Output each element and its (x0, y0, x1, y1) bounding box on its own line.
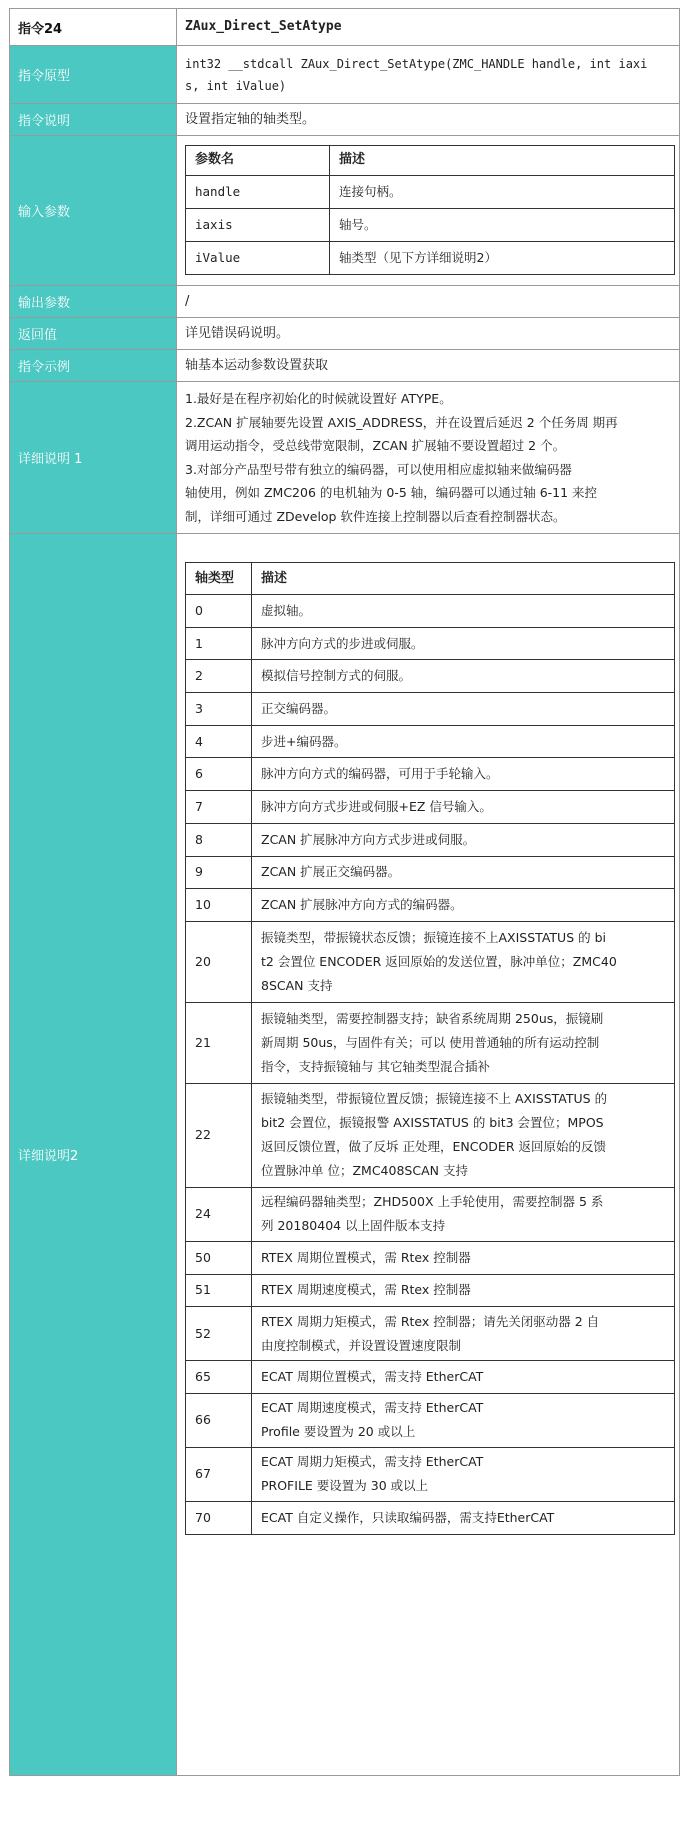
axis-type-desc (252, 660, 675, 693)
example-row (10, 350, 680, 382)
axis-type-row (186, 921, 675, 1002)
axis-type-desc (252, 791, 675, 824)
axis-type-row (186, 725, 675, 758)
axis-type-desc-line: 步进+编码器。 (261, 733, 347, 749)
axis-type-code: 7 (186, 791, 252, 824)
prototype-line: int32 __stdcall ZAux_Direct_SetAtype(ZMC_HANDLE handle, int iaxi (185, 56, 648, 71)
axis-type-desc-line: ZCAN 扩展脉冲方向方式步进或伺服。 (261, 831, 476, 847)
header-row (10, 9, 680, 46)
detail1-line: 2.ZCAN 扩展轴要先设置 AXIS_ADDRESS，并在设置后延迟 2 个任务周 期再 (185, 414, 618, 430)
axis-type-row (186, 889, 675, 922)
param-desc: 轴号。 (330, 208, 675, 241)
axis-type-code: 67 (186, 1447, 252, 1501)
axis-type-desc-line: ECAT 周期速度模式，需支持 EtherCAT (261, 1400, 484, 1416)
params-row (186, 241, 675, 274)
axis-type-desc-line: bit2 会置位，振镜报警 AXISSTATUS 的 bit3 会置位；MPOS (261, 1115, 604, 1131)
detail1-line: 3.对部分产品型号带有独立的编码器，可以使用相应虚拟轴来做编码器 (185, 461, 572, 477)
output-params-row (10, 286, 680, 318)
params-header-desc: 描述 (330, 145, 675, 175)
axis-types-header-row (186, 563, 675, 595)
axis-type-desc-line: 虚拟轴。 (261, 602, 312, 618)
detail1-line: 调用运动指令，受总线带宽限制，ZCAN 扩展轴不要设置超过 2 个。 (185, 438, 566, 453)
axis-type-desc (252, 921, 675, 1002)
axis-type-desc-line: Profile 要设置为 20 或以上 (261, 1424, 416, 1440)
example-label: 指令示例 (10, 350, 177, 382)
params-header-row (186, 145, 675, 175)
axis-type-row (186, 1002, 675, 1083)
axis-type-desc-line: 指令，支持振镜轴与 其它轴类型混合插补 (261, 1058, 490, 1074)
axis-type-desc-line: 振镜类型，带振镜状态反馈；振镜连接不上AXISSTATUS 的 bi (261, 929, 606, 945)
api-doc-table (9, 8, 680, 1776)
description-row (10, 104, 680, 136)
axis-type-desc-line: 模拟信号控制方式的伺服。 (261, 668, 412, 684)
params-row (186, 175, 675, 208)
axis-type-desc-line: 脉冲方向方式的编码器，可用于手轮输入。 (261, 766, 499, 782)
param-desc: 轴类型（见下方详细说明2） (330, 241, 675, 274)
axis-type-desc-line: RTEX 周期位置模式，需 Rtex 控制器 (261, 1249, 471, 1265)
axis-type-row (186, 1393, 675, 1447)
output-params-label: 输出参数 (10, 286, 177, 318)
axis-type-desc (252, 1083, 675, 1187)
axis-type-row (186, 1501, 675, 1534)
prototype-line: s, int iValue) (185, 78, 287, 93)
prototype-label: 指令原型 (10, 46, 177, 104)
axis-type-desc-line: 返回反馈位置，做了反坼 正处理，ENCODER 返回原始的反馈 (261, 1139, 606, 1155)
params-table (185, 145, 675, 275)
params-header-name: 参数名 (186, 145, 330, 175)
axis-type-desc (252, 1241, 675, 1274)
output-params-value: / (177, 286, 680, 318)
prototype-row (10, 46, 680, 104)
detail1-line: 制，详细可通过 ZDevelop 软件连接上控制器以后查看控制器状态。 (185, 508, 566, 524)
axis-type-desc (252, 725, 675, 758)
axis-type-desc-line: 脉冲方向方式的步进或伺服。 (261, 635, 424, 651)
axis-type-row (186, 595, 675, 628)
detail2-row (10, 534, 680, 1776)
axis-type-desc-line: RTEX 周期力矩模式，需 Rtex 控制器；请先关闭驱动器 2 自 (261, 1313, 600, 1329)
description-label: 指令说明 (10, 104, 177, 136)
axis-type-desc (252, 1307, 675, 1361)
axis-type-row (186, 1241, 675, 1274)
axis-type-desc (252, 1361, 675, 1394)
axis-type-code: 20 (186, 921, 252, 1002)
axis-type-row (186, 1274, 675, 1307)
axis-type-header: 轴类型 (186, 563, 252, 595)
axis-type-desc-line: 新周期 50us，与固件有关；可以 使用普通轴的所有运动控制 (261, 1034, 600, 1050)
axis-type-code: 1 (186, 627, 252, 660)
axis-type-row (186, 1307, 675, 1361)
return-label: 返回值 (10, 318, 177, 350)
axis-type-code: 66 (186, 1393, 252, 1447)
axis-type-row (186, 791, 675, 824)
axis-type-code: 10 (186, 889, 252, 922)
axis-type-code: 4 (186, 725, 252, 758)
axis-type-code: 51 (186, 1274, 252, 1307)
axis-type-code: 50 (186, 1241, 252, 1274)
detail2-label: 详细说明2 (10, 534, 177, 1776)
axis-type-desc-line: 列 20180404 以上固件版本支持 (261, 1218, 446, 1234)
axis-type-row (186, 660, 675, 693)
axis-type-code: 24 (186, 1187, 252, 1241)
axis-type-row (186, 1083, 675, 1187)
axis-type-desc-line: 远程编码器轴类型；ZHD500X 上手轮使用，需要控制器 5 系 (261, 1194, 604, 1210)
axis-type-row (186, 693, 675, 726)
axis-type-row (186, 1187, 675, 1241)
axis-type-code: 21 (186, 1002, 252, 1083)
input-params-label: 输入参数 (10, 136, 177, 286)
axis-type-row (186, 856, 675, 889)
axis-type-row (186, 1447, 675, 1501)
axis-type-code: 22 (186, 1083, 252, 1187)
axis-type-desc-line: 位置脉冲单 位；ZMC408SCAN 支持 (261, 1163, 468, 1179)
axis-type-desc-line: 正交编码器。 (261, 700, 337, 716)
axis-type-desc (252, 1274, 675, 1307)
axis-type-code: 0 (186, 595, 252, 628)
axis-type-desc-line: 振镜轴类型，需要控制器支持；缺省系统周期 250us，振镜刷 (261, 1010, 604, 1026)
axis-type-code: 6 (186, 758, 252, 791)
command-number: 指令24 (10, 9, 177, 46)
detail1-line: 1.最好是在程序初始化的时候就设置好 ATYPE。 (185, 391, 452, 406)
detail1-notes (185, 387, 671, 528)
axis-types-table (185, 562, 675, 1535)
axis-type-row (186, 627, 675, 660)
axis-type-desc-line: ECAT 周期力矩模式，需支持 EtherCAT (261, 1454, 484, 1470)
function-name: ZAux_Direct_SetAtype (177, 9, 680, 46)
detail1-row (10, 382, 680, 534)
example-value: 轴基本运动参数设置获取 (177, 350, 680, 382)
axis-type-desc-line: t2 会置位 ENCODER 返回原始的发送位置，脉冲单位；ZMC40 (261, 953, 617, 969)
axis-type-desc-line: 由度控制模式，并设置设置速度限制 (261, 1337, 462, 1353)
return-value: 详见错误码说明。 (177, 318, 680, 350)
axis-type-desc (252, 693, 675, 726)
params-row (186, 208, 675, 241)
axis-type-code: 52 (186, 1307, 252, 1361)
axis-type-desc-line: ZCAN 扩展脉冲方向方式的编码器。 (261, 897, 463, 913)
axis-type-desc (252, 889, 675, 922)
axis-type-desc-line: ZCAN 扩展正交编码器。 (261, 864, 401, 880)
axis-type-row (186, 758, 675, 791)
axis-type-code: 8 (186, 823, 252, 856)
axis-type-desc-line: 脉冲方向方式步进或伺服+EZ 信号输入。 (261, 798, 492, 814)
param-name: iValue (186, 241, 330, 274)
axis-type-row (186, 1361, 675, 1394)
axis-type-code: 65 (186, 1361, 252, 1394)
param-name: handle (186, 175, 330, 208)
axis-desc-header: 描述 (252, 563, 675, 595)
axis-type-code: 70 (186, 1501, 252, 1534)
axis-type-row (186, 823, 675, 856)
axis-type-desc-line: ECAT 自定义操作，只读取编码器，需支持EtherCAT (261, 1509, 555, 1525)
axis-type-desc (252, 856, 675, 889)
axis-type-code: 9 (186, 856, 252, 889)
axis-type-desc (252, 823, 675, 856)
axis-type-code: 3 (186, 693, 252, 726)
axis-type-desc (252, 1501, 675, 1534)
axis-type-desc-line: 振镜轴类型，带振镜位置反馈；振镜连接不上 AXISSTATUS 的 (261, 1091, 608, 1107)
detail1-value (177, 382, 680, 534)
axis-type-desc-line: PROFILE 要设置为 30 或以上 (261, 1478, 429, 1494)
detail1-line: 轴使用，例如 ZMC206 的电机轴为 0-5 轴，编码器可以通过轴 6-11 来控 (185, 485, 598, 500)
return-row (10, 318, 680, 350)
axis-type-desc (252, 1447, 675, 1501)
param-name: iaxis (186, 208, 330, 241)
axis-type-desc-line: RTEX 周期速度模式，需 Rtex 控制器 (261, 1282, 471, 1298)
description-value: 设置指定轴的轴类型。 (177, 104, 680, 136)
prototype-value (177, 46, 680, 104)
axis-type-desc (252, 1393, 675, 1447)
axis-type-code: 2 (186, 660, 252, 693)
detail1-label: 详细说明 1 (10, 382, 177, 534)
param-desc: 连接句柄。 (330, 175, 675, 208)
axis-type-desc (252, 1002, 675, 1083)
axis-type-desc-line: 8SCAN 支持 (261, 977, 333, 993)
axis-type-desc-line: ECAT 周期位置模式，需支持 EtherCAT (261, 1369, 484, 1385)
axis-type-desc (252, 595, 675, 628)
axis-type-desc (252, 1187, 675, 1241)
input-params-row (10, 136, 680, 286)
axis-type-desc (252, 758, 675, 791)
axis-type-desc (252, 627, 675, 660)
